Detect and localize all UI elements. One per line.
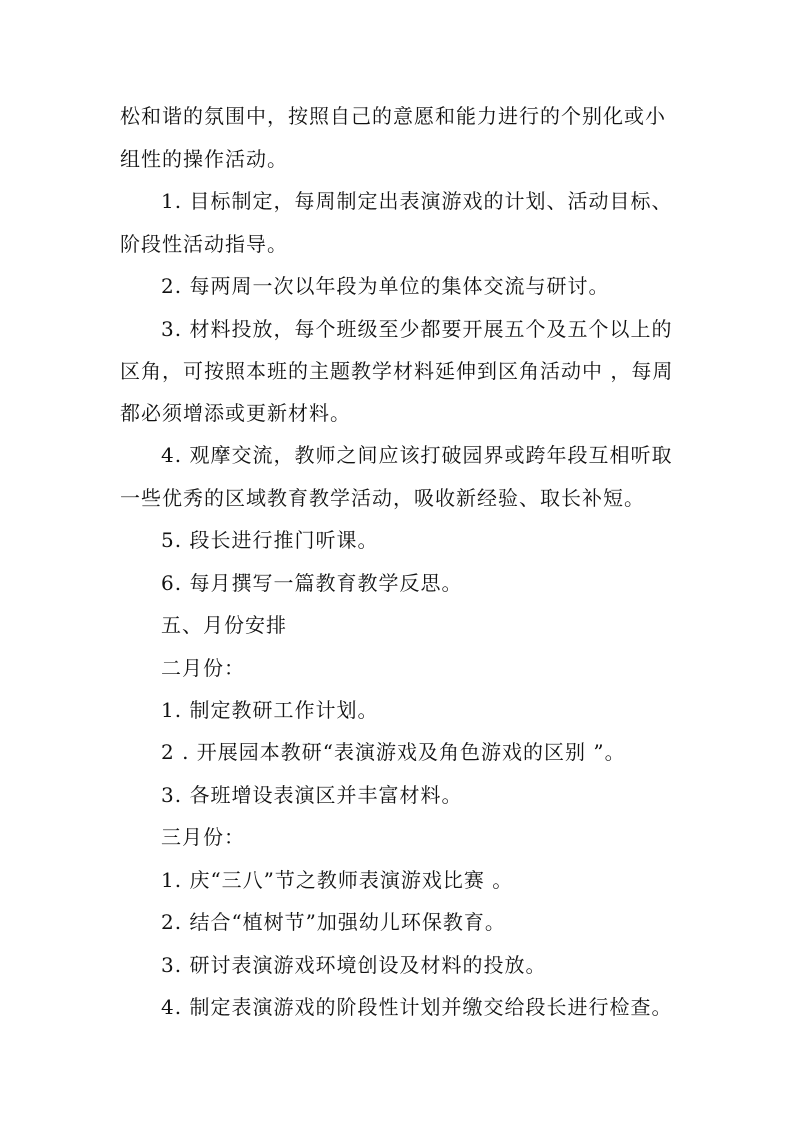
text-line: 都必须增添或更新材料。 [120, 401, 351, 425]
list-item: 1. 目标制定，每周制定出表演游戏的计划、活动目标、 [161, 189, 673, 213]
list-item: 3. 材料投放，每个班级至少都要开展五个及五个以上的 [161, 317, 673, 341]
text-line: 阶段性活动指导。 [120, 232, 288, 256]
text-line: 组性的操作活动。 [120, 147, 288, 171]
list-item: 5. 段长进行推门听课。 [161, 528, 379, 552]
list-item: 4. 观摩交流，教师之间应该打破园界或跨年段互相听取 [161, 443, 673, 467]
text-line: 一些优秀的区域教育教学活动，吸收新经验、取长补短。 [120, 486, 645, 510]
month-heading: 二月份： [161, 656, 245, 680]
list-item: 3. 研讨表演游戏环境创设及材料的投放。 [161, 953, 547, 977]
section-heading: 五、月份安排 [161, 613, 287, 637]
list-item: 1. 庆“三八”节之教师表演游戏比赛 。 [161, 868, 514, 892]
list-item: 2. 每两周一次以年段为单位的集体交流与研讨。 [161, 274, 610, 298]
list-item: 1. 制定教研工作计划。 [161, 698, 379, 722]
list-item: 4. 制定表演游戏的阶段性计划并缴交给段长进行检查。 [161, 995, 673, 1019]
list-item: 6. 每月撰写一篇教育教学反思。 [161, 571, 463, 595]
month-heading: 三月份： [161, 825, 245, 849]
text-line: 松和谐的氛围中，按照自己的意愿和能力进行的个别化或小 [120, 104, 666, 128]
text-line: 区角，可按照本班的主题教学材料延伸到区角活动中 ，每周 [120, 359, 674, 383]
list-item: 3. 各班增设表演区并丰富材料。 [161, 783, 463, 807]
list-item: 2 . 开展园本教研“表演游戏及角色游戏的区别 ”。 [161, 740, 626, 764]
list-item: 2. 结合“植树节”加强幼儿环保教育。 [161, 910, 506, 934]
